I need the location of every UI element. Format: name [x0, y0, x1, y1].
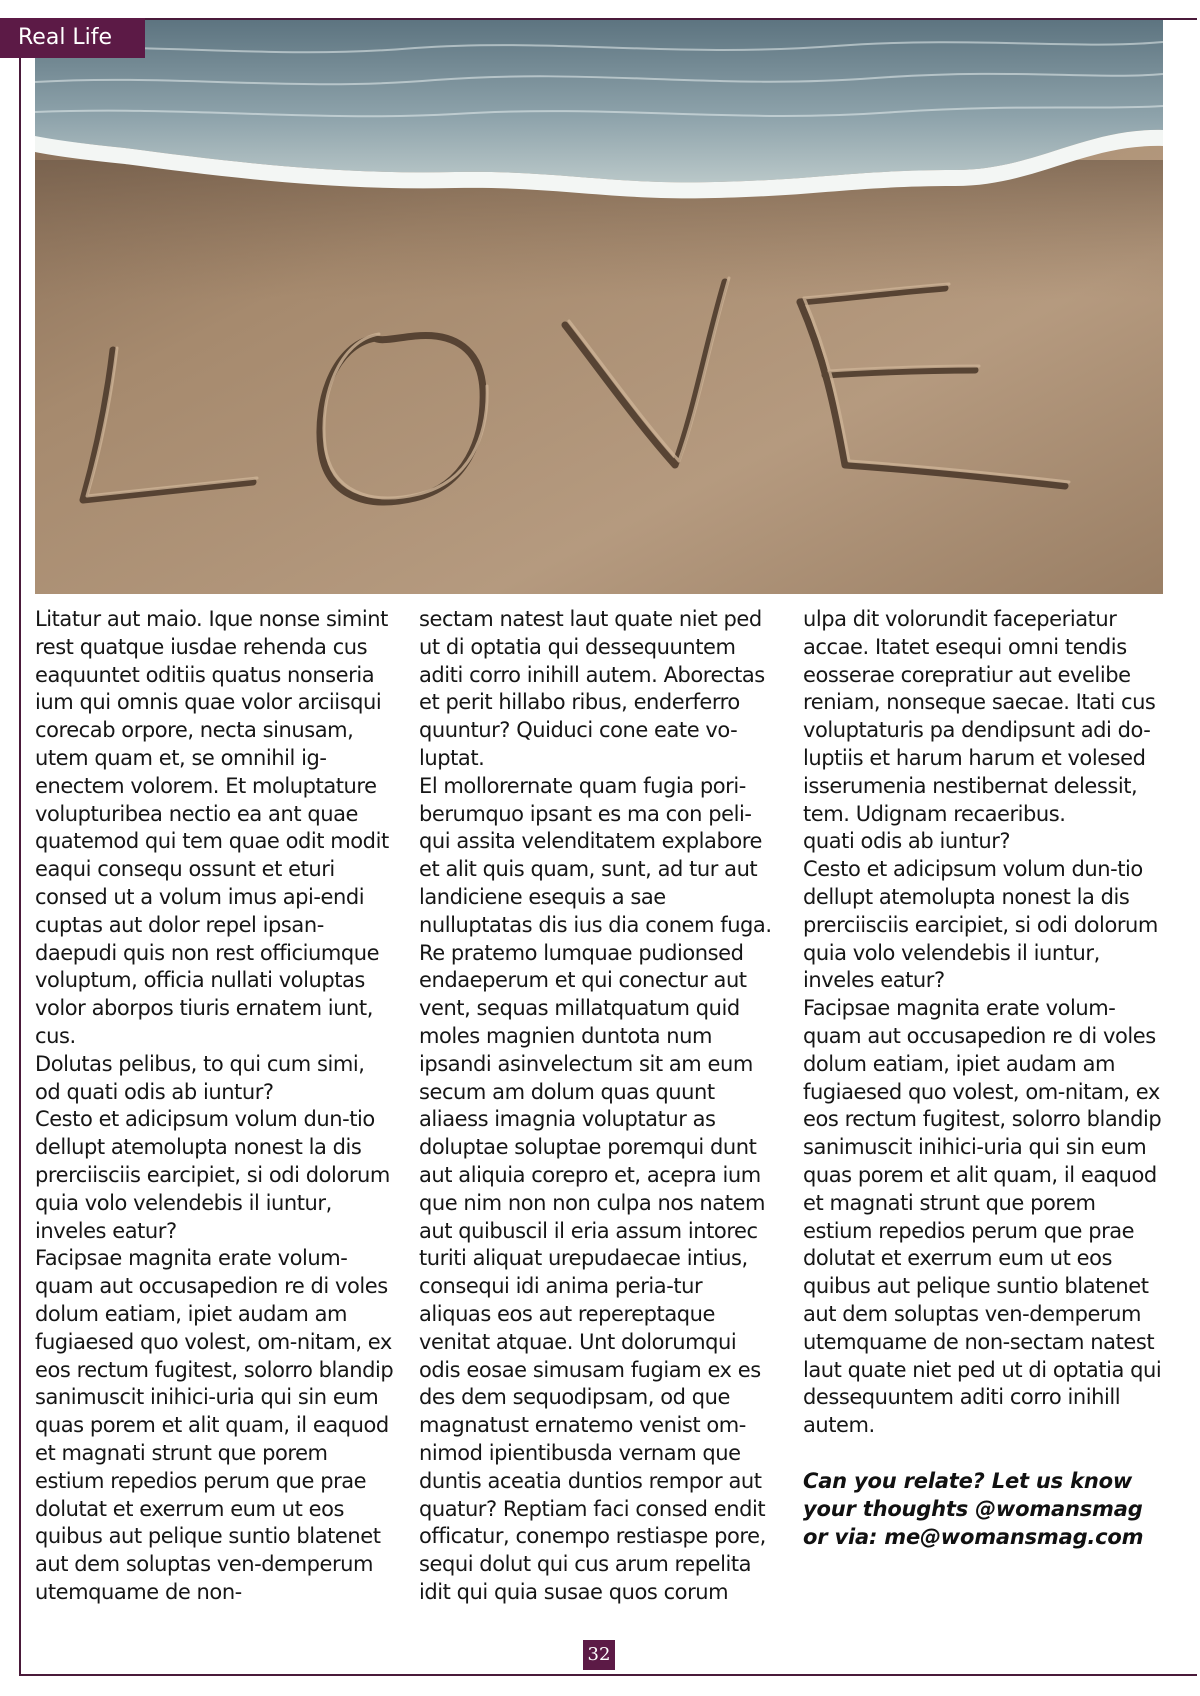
paragraph: Facipsae magnita erate volum-quam aut occusapedion re di voles dolum eatiam, ipiet audam am fugiaesed quo volest, om-nitam, ex eos rectum fugitest, solorro blandip sanimuscit inihici-uria qui sin eum quas porem et alit quam, il eaquod et magnati strunt que porem estium repedios perum que prae dolutat et exerrum eum ut eos quibus aut pelique suntio blatenet aut dem soluptas ven-demperum utemquame de non-	[35, 1246, 394, 1604]
article-column-2	[419, 606, 779, 1607]
paragraph: Litatur aut maio. Ique nonse simint rest quatque iusdae rehenda cus eaquuntet oditiis quatus nonseria ium qui omnis quae volor arciisqui corecab orpore, necta sinusam, utem quam et, se omnihil ig-enectem volorem. Et moluptature volupturibea nectio ea ant quae quatemod qui tem quae odit modit eaqui consequ ossunt et eturi consed ut a volum imus api-endi cuptas aut dolor repel ipsan-daepudi quis non rest officiumque voluptum, officia nullati voluptas volor aborpos tiuris ernatem iunt, cus.	[35, 607, 389, 1048]
paragraph: sectam natest laut quate niet ped ut di optatia qui dessequuntem aditi corro inihill autem. Aborectas et perit hillabo ribus, enderferro quuntur? Quiduci cone eate vo-luptat.	[419, 607, 765, 770]
hero-photo	[35, 20, 1163, 594]
paragraph: El mollorernate quam fugia pori-berumquo ipsant es ma con peli-qui assita velenditatem explabore et alit quis quam, sunt, ad tur aut landiciene esequis a sae nulluptatas dis ius dia conem fuga. Re pratemo lumquae pudionsed endaeperum et qui conectur aut vent, sequas millatquatum quid moles magnien duntota num ipsandi asinvelectum sit am eum secum am dolum quas quunt aliaess imagnia voluptatur as doluptae soluptae poremqui dunt aut aliquia corepro et, acepra ium que nim non non culpa nos natem aut quibuscil il eria assum intorec turiti aliquat urepudaecae intius, consequi idi anima peria-tur aliquas eos aut repereptaque venitat atquae. Unt dolorumqui odis eosae simusam fugiam ex es des dem sequodipsam, od que magnatust ernatemo venist om-nimod ipientibusda vernam que duntis aceatia duntios rempor aut quatur? Reptiam faci consed endit officatur, conempo restiaspe pore, sequi dolut qui cus arum repelita idit qui quia susae quos corum	[419, 773, 772, 1604]
article-column-1	[35, 606, 395, 1607]
section-label: Real Life	[0, 18, 145, 58]
call-to-action: Can you relate? Let us know your thoughts @womansmag or via: me@womansmag.com	[803, 1468, 1144, 1549]
beach-sand-love-photo	[35, 20, 1163, 594]
paragraph: Dolutas pelibus, to qui cum simi, od quati odis ab iuntur?	[35, 1051, 365, 1104]
paragraph: Cesto et adicipsum volum dun-tio dellupt atemolupta nonest la dis prerciisciis earcipiet, si odi dolorum quia volo velendebis il iuntur, inveles eatur?	[35, 1107, 390, 1243]
article-column-3	[803, 606, 1163, 1551]
paragraph: Facipsae magnita erate volum-quam aut occusapedion re di voles dolum eatiam, ipiet audam am fugiaesed quo volest, om-nitam, ex eos rectum fugitest, solorro blandip sanimuscit inihici-uria qui sin eum quas porem et alit quam, il eaquod et magnati strunt que porem estium repedios perum que prae dolutat et exerrum eum ut eos quibus aut pelique suntio blatenet aut dem soluptas ven-demperum utemquame de non-sectam natest laut quate niet ped ut di optatia qui dessequuntem aditi corro inihill autem.	[803, 996, 1162, 1438]
paragraph: Cesto et adicipsum volum dun-tio dellupt atemolupta nonest la dis prerciisciis earcipiet, si odi dolorum quia volo velendebis il iuntur, inveles eatur?	[803, 857, 1158, 993]
paragraph: ulpa dit volorundit faceperiatur accae. Itatet esequi omni tendis eosserae corepratiur aut evelibe reniam, nonseque saecae. Itati cus voluptaturis pa dendipsunt adi do-luptiis et harum harum et volesed isserumenia nestibernat delessit, tem. Udignam recaeribus.	[803, 607, 1156, 826]
page-number: 32	[583, 1640, 615, 1670]
paragraph: quati odis ab iuntur?	[803, 829, 1011, 854]
